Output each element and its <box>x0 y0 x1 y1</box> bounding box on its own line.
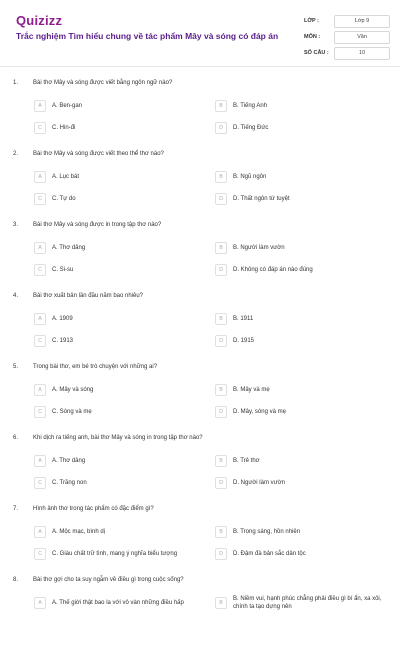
answer-option[interactable] <box>215 193 393 205</box>
answer-option[interactable] <box>34 477 212 489</box>
meta-grade-value: Lớp 9 <box>334 15 390 28</box>
answer-option[interactable] <box>34 264 212 276</box>
option-text: C. Trăng non <box>52 480 87 486</box>
answer-option[interactable] <box>215 242 393 254</box>
option-letter: B <box>215 384 227 396</box>
option-letter: A <box>34 313 46 325</box>
option-letter: C <box>34 193 46 205</box>
answer-option[interactable] <box>34 455 212 467</box>
answer-option[interactable] <box>215 384 393 396</box>
option-text: D. 1915 <box>233 338 255 344</box>
answer-option[interactable] <box>215 406 393 418</box>
option-letter: B <box>215 100 227 112</box>
option-text: B. Niềm vui, hạnh phúc chẳng phải điều gì bí ẩn, xa xôi, chính ta tạo dựng nên <box>233 596 382 610</box>
question-number: 2. <box>13 151 19 157</box>
question-text: Bài thơ Mây và sóng được in trong tập thơ nào? <box>33 222 162 228</box>
option-text: C. 1913 <box>52 338 74 344</box>
option-letter: C <box>34 406 46 418</box>
question-5 <box>0 362 400 433</box>
worksheet-meta <box>304 14 390 62</box>
question-number: 3. <box>13 222 19 228</box>
meta-subject-value: Văn <box>334 31 390 44</box>
question-text: Bài thơ gợi cho ta suy ngẫm về điều gì trong cuộc sống? <box>33 577 184 583</box>
answer-option[interactable] <box>34 122 212 134</box>
option-letter: D <box>215 406 227 418</box>
option-letter: C <box>34 477 46 489</box>
answer-option[interactable] <box>34 313 212 325</box>
meta-grade <box>304 14 390 28</box>
answer-option[interactable] <box>215 264 393 276</box>
option-text: C. Giàu chất trữ tình, mang ý nghĩa biểu tượng <box>52 551 178 557</box>
option-text: B. Mây và mẹ <box>233 387 270 393</box>
question-1 <box>0 78 400 149</box>
option-text: B. Người làm vườn <box>233 245 285 251</box>
question-number: 7. <box>13 506 19 512</box>
option-letter: C <box>34 122 46 134</box>
option-letter: C <box>34 335 46 347</box>
meta-subject-label: MÔN : <box>304 34 321 40</box>
option-text: A. Mộc mạc, bình dị <box>52 529 106 535</box>
answer-option[interactable] <box>215 455 393 467</box>
header-divider <box>0 66 400 67</box>
option-text: D. Thất ngôn tứ tuyệt <box>233 196 290 202</box>
option-letter: B <box>215 455 227 467</box>
question-4 <box>0 291 400 362</box>
option-letter: B <box>215 526 227 538</box>
answer-option[interactable] <box>34 384 212 396</box>
option-text: A. Thế giới thật bao la với vô vàn những điều hấp <box>52 600 184 606</box>
answer-option[interactable] <box>215 477 393 489</box>
option-letter: C <box>34 548 46 560</box>
question-6 <box>0 433 400 504</box>
answer-option[interactable] <box>34 548 212 560</box>
question-number: 1. <box>13 80 19 86</box>
option-letter: A <box>34 171 46 183</box>
option-text: C. Hin-đi <box>52 125 76 131</box>
question-text: Hình ảnh thơ trong tác phẩm có đặc điểm gì? <box>33 506 154 512</box>
meta-subject <box>304 30 390 44</box>
question-number: 5. <box>13 364 19 370</box>
option-text: A. Ben-gan <box>52 103 83 109</box>
option-letter: B <box>215 242 227 254</box>
option-letter: D <box>215 264 227 276</box>
option-letter: D <box>215 335 227 347</box>
option-letter: B <box>215 313 227 325</box>
question-7 <box>0 504 400 575</box>
question-number: 4. <box>13 293 19 299</box>
option-letter: B <box>215 597 227 609</box>
meta-count-label: SỐ CÂU : <box>304 50 329 56</box>
meta-count <box>304 46 390 60</box>
option-text: C. Tự do <box>52 196 76 202</box>
option-text: A. Thơ dâng <box>52 245 86 251</box>
meta-grade-label: LỚP : <box>304 18 319 24</box>
answer-option[interactable] <box>215 100 393 112</box>
answer-option[interactable] <box>34 100 212 112</box>
answer-option[interactable] <box>215 122 393 134</box>
option-letter: C <box>34 264 46 276</box>
option-text: B. Trẻ thơ <box>233 458 260 464</box>
option-text: C. Sóng và mẹ <box>52 409 92 415</box>
option-letter: D <box>215 477 227 489</box>
question-text: Bài thơ xuất bản lần đầu năm bao nhiêu? <box>33 293 144 299</box>
option-letter: A <box>34 100 46 112</box>
question-text: Bài thơ Mây và sóng được viết theo thể thơ nào? <box>33 151 164 157</box>
option-letter: A <box>34 526 46 538</box>
option-text: D. Không có đáp án nào đúng <box>233 267 313 273</box>
question-3 <box>0 220 400 291</box>
question-8 <box>0 575 400 646</box>
question-text: Bài thơ Mây và sóng được viết bằng ngôn ngữ nào? <box>33 80 173 86</box>
option-text: B. Tiếng Anh <box>233 103 268 109</box>
option-text: B. Ngũ ngôn <box>233 174 267 180</box>
answer-option[interactable] <box>215 335 393 347</box>
answer-option[interactable] <box>34 406 212 418</box>
question-number: 6. <box>13 435 19 441</box>
option-text: A. Mây và sóng <box>52 387 94 393</box>
option-text: A. Thơ dâng <box>52 458 86 464</box>
answer-option[interactable] <box>215 313 393 325</box>
answer-option[interactable] <box>34 526 212 538</box>
question-text: Khi dịch ra tiếng anh, bài thơ Mây và sóng in trong tập thơ nào? <box>33 435 203 441</box>
option-letter: A <box>34 384 46 396</box>
option-text: A. 1909 <box>52 316 73 322</box>
option-text: C. Si-su <box>52 267 74 273</box>
option-letter: A <box>34 242 46 254</box>
answer-option[interactable] <box>215 526 393 538</box>
option-letter: D <box>215 193 227 205</box>
answer-option[interactable] <box>215 597 393 609</box>
question-2 <box>0 149 400 220</box>
meta-count-value: 10 <box>334 47 390 60</box>
answer-option[interactable] <box>34 335 212 347</box>
option-text: B. Trong sáng, hồn nhiên <box>233 529 301 535</box>
option-text: A. Lục bát <box>52 174 80 180</box>
question-number: 8. <box>13 577 19 583</box>
option-letter: D <box>215 122 227 134</box>
option-text: D. Đậm đà bản sắc dân tộc <box>233 551 306 557</box>
option-letter: D <box>215 548 227 560</box>
answer-option[interactable] <box>34 193 212 205</box>
answer-option[interactable] <box>215 548 393 560</box>
option-letter: B <box>215 171 227 183</box>
answer-option[interactable] <box>34 597 212 609</box>
question-text: Trong bài thơ, em bé trò chuyện với những ai? <box>33 364 158 370</box>
option-letter: A <box>34 455 46 467</box>
answer-option[interactable] <box>34 171 212 183</box>
question-list <box>0 78 400 646</box>
option-text: B. 1911 <box>233 316 254 322</box>
worksheet-title: Trắc nghiệm Tìm hiểu chung về tác phẩm Mây và sóng có đáp án <box>16 31 279 41</box>
answer-option[interactable] <box>34 242 212 254</box>
option-text: D. Người làm vườn <box>233 480 285 486</box>
option-letter: A <box>34 597 46 609</box>
option-text: D. Tiếng Đức <box>233 125 269 131</box>
answer-option[interactable] <box>215 171 393 183</box>
quizizz-logo: Quizizz <box>16 13 63 28</box>
option-text: D. Mây, sóng và mẹ <box>233 409 286 415</box>
